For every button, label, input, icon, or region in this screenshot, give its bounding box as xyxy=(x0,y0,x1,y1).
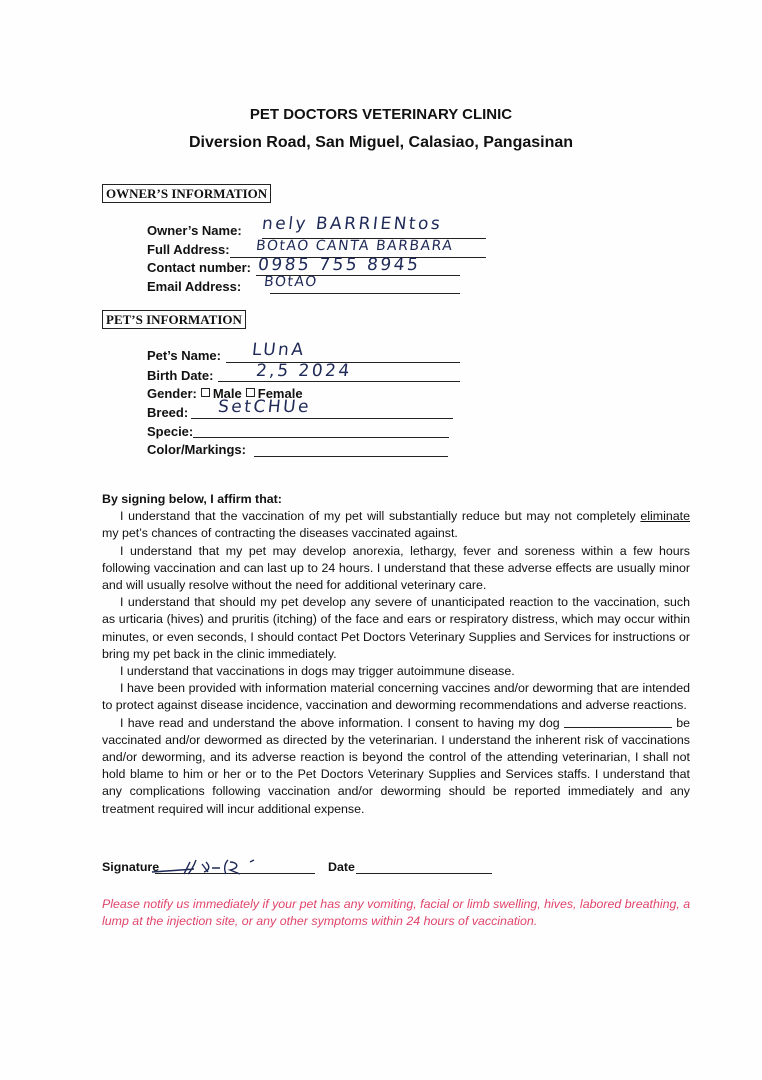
gender-male-label: Male xyxy=(212,386,242,401)
notice-text: Please notify us immediately if your pet has any vomiting, facial or limb swelling, hives, labored breathing, a lump at the injection site, or any other symptoms within 24 hours of vaccination. xyxy=(102,897,691,928)
owner-contact-value: 0985 755 8945 xyxy=(256,255,422,275)
owner-address-value: BOtAO CANTA BARBARA xyxy=(255,238,455,254)
pet-gender-label: Gender: xyxy=(147,386,197,401)
clinic-address: Diversion Road, San Miguel, Calasiao, Pangasinan xyxy=(188,134,574,151)
pet-breed-row xyxy=(147,405,188,423)
gender-female-checkbox[interactable] xyxy=(246,388,255,397)
affirmation-block xyxy=(102,491,690,818)
gender-male-checkbox[interactable] xyxy=(201,388,210,397)
pet-color-row xyxy=(147,442,246,460)
pet-section-title: PET’S INFORMATION xyxy=(102,310,246,329)
owner-section-title: OWNER’S INFORMATION xyxy=(102,184,271,203)
owner-name-row xyxy=(147,223,242,241)
affirmation-p1-underlined: eliminate xyxy=(640,509,690,524)
pet-birth-value: 2,5 2024 xyxy=(254,361,353,381)
pet-color-field[interactable] xyxy=(254,440,448,457)
affirmation-p1-text-b: my pet’s chances of contracting the diseases vaccinated against. xyxy=(102,526,458,541)
owner-name-label: Owner’s Name: xyxy=(147,223,242,238)
affirmation-p6 xyxy=(102,715,690,818)
pet-specie-field[interactable] xyxy=(193,421,449,438)
owner-address-label: Full Address: xyxy=(147,242,230,257)
owner-contact-row xyxy=(147,260,251,278)
pet-color-label: Color/Markings: xyxy=(147,442,246,457)
affirmation-p5: I have been provided with information material concerning vaccines and/or deworming that are intended to protect against disease incidence, vaccination and deworming recommendations and adverse reactions. xyxy=(102,681,690,713)
pet-breed-label: Breed: xyxy=(147,405,189,420)
pet-breed-value: SetCHUe xyxy=(216,397,313,417)
clinic-name: PET DOCTORS VETERINARY CLINIC xyxy=(249,106,513,123)
affirmation-p4: I understand that vaccinations in dogs may trigger autoimmune disease. xyxy=(120,664,515,679)
signature-label: Signature xyxy=(102,860,160,874)
owner-name-value: nely BARRIENtos xyxy=(260,214,444,234)
affirmation-p6-text-a: I have read and understand the above information. I consent to having my dog xyxy=(120,715,564,730)
gender-female-label: Female xyxy=(257,386,303,401)
affirmation-p1 xyxy=(102,508,690,542)
owner-email-label: Email Address: xyxy=(147,279,242,294)
affirmation-title: By signing below, I affirm that: xyxy=(102,492,282,506)
pet-birth-label: Birth Date: xyxy=(147,368,214,383)
affirmation-p2: I understand that my pet may develop anorexia, lethargy, fever and soreness within a few hours following vaccination and can last up to 24 hours. I understand that these adverse effects are usually minor and will usually resolve without the need for additional veterinary care. xyxy=(102,543,690,593)
date-label: Date xyxy=(328,860,355,874)
owner-contact-label: Contact number: xyxy=(147,260,251,275)
pet-name-label: Pet’s Name: xyxy=(147,348,221,363)
pet-birth-row xyxy=(147,368,213,386)
pet-name-row xyxy=(147,348,221,366)
pet-specie-label: Specie: xyxy=(147,424,194,439)
pet-name-value: LUnA xyxy=(250,340,307,360)
affirmation-p6-text-b: be vaccinated and/or dewormed as directed by the veterinarian. I understand the inherent risk of vaccinations and/or deworming, and its adverse reaction is beyond the control of the attending veterinarian, I shall not hold blame to him or her or to the Pet Doctors Veterinary Supplies and Services staffs. I understand that any complications following vaccination and/or deworming should be reported immediately and any treatment required will incur additional expense. xyxy=(102,715,690,816)
affirmation-p3: I understand that should my pet develop any severe of unanticipated reaction to the vaccination, such as urticaria (hives) and pruritis (itching) of the face and ears or respiratory distress, which may occur within minutes, or even seconds, I should contact Pet Doctors Veterinary Supplies and Services for instructions or bring my pet back in the clinic immediately. xyxy=(102,595,690,661)
date-field[interactable] xyxy=(356,873,492,874)
owner-email-value: BOtAO xyxy=(263,274,319,290)
signature-scribble xyxy=(150,856,260,878)
dog-name-blank[interactable] xyxy=(564,716,672,728)
owner-email-row xyxy=(147,279,241,297)
affirmation-p1-text-a: I understand that the vaccination of my pet will substantially reduce but may not completely xyxy=(120,509,641,524)
pet-specie-row xyxy=(147,424,193,442)
owner-address-row xyxy=(147,242,230,260)
